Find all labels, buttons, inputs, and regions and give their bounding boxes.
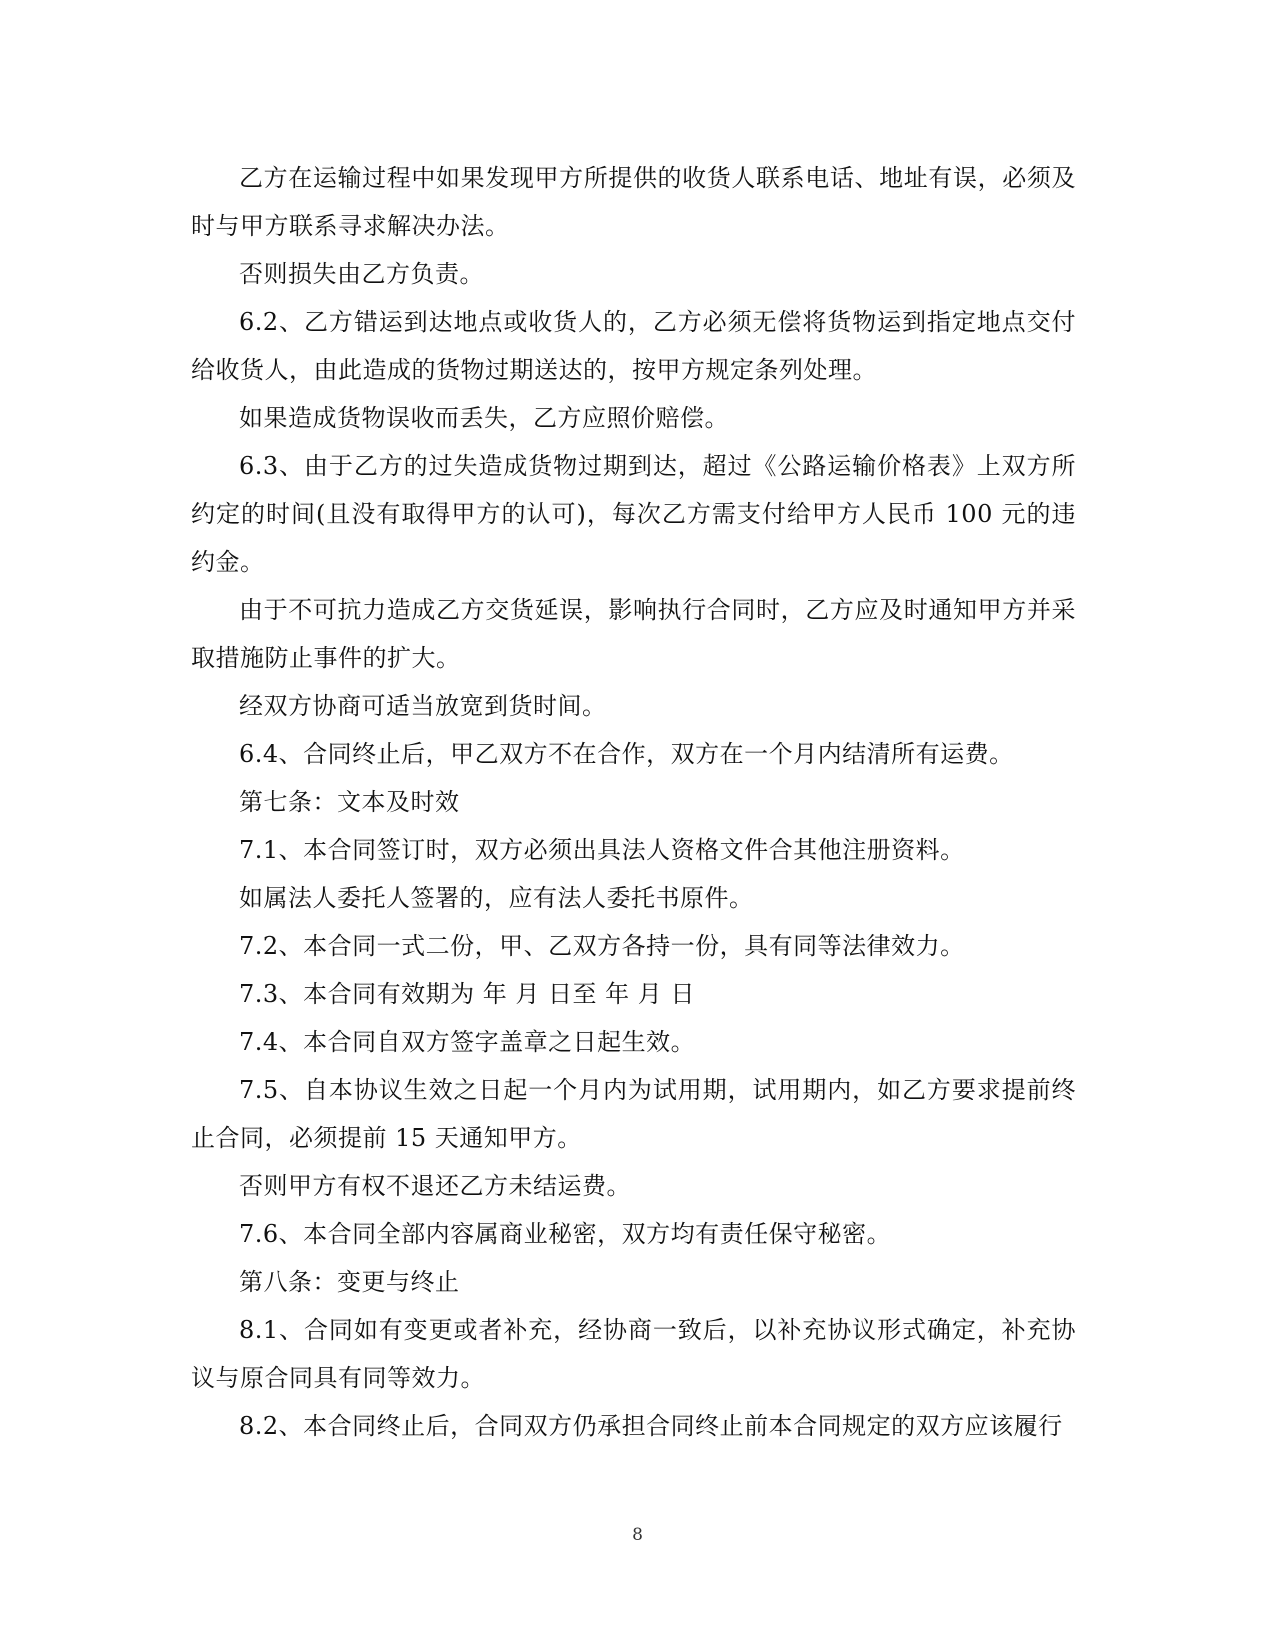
page-number: 8 (632, 1525, 643, 1545)
document-body (191, 154, 1076, 1450)
paragraph: 乙方在运输过程中如果发现甲方所提供的收货人联系电话、地址有误，必须及时与甲方联系寻求解决办法。 (191, 164, 1076, 240)
paragraph: 7.3、本合同有效期为 年 月 日至 年 月 日 (239, 980, 695, 1008)
paragraph: 如果造成货物误收而丢失，乙方应照价赔偿。 (239, 404, 729, 432)
paragraph: 7.5、自本协议生效之日起一个月内为试用期，试用期内，如乙方要求提前终止合同，必须提前 15 天通知甲方。 (191, 1076, 1076, 1152)
paragraph: 由于不可抗力造成乙方交货延误，影响执行合同时，乙方应及时通知甲方并采取措施防止事件的扩大。 (191, 596, 1076, 672)
paragraph: 8.2、本合同终止后，合同双方仍承担合同终止前本合同规定的双方应该履行 (239, 1412, 1063, 1440)
paragraph: 如属法人委托人签署的，应有法人委托书原件。 (239, 884, 754, 912)
paragraph: 6.4、合同终止后，甲乙双方不在合作，双方在一个月内结清所有运费。 (239, 740, 1014, 768)
paragraph: 7.1、本合同签订时，双方必须出具法人资格文件合其他注册资料。 (239, 836, 965, 864)
paragraph: 8.1、合同如有变更或者补充，经协商一致后，以补充协议形式确定，补充协议与原合同具有同等效力。 (191, 1316, 1076, 1392)
paragraph: 经双方协商可适当放宽到货时间。 (239, 692, 607, 720)
paragraph: 7.2、本合同一式二份，甲、乙双方各持一份，具有同等法律效力。 (239, 932, 965, 960)
paragraph: 7.6、本合同全部内容属商业秘密，双方均有责任保守秘密。 (239, 1220, 892, 1248)
paragraph: 6.2、乙方错运到达地点或收货人的，乙方必须无偿将货物运到指定地点交付给收货人，由此造成的货物过期送达的，按甲方规定条列处理。 (191, 308, 1076, 384)
section-heading: 第八条：变更与终止 (239, 1268, 460, 1296)
section-heading: 第七条：文本及时效 (239, 788, 460, 816)
paragraph: 6.3、由于乙方的过失造成货物过期到达，超过《公路运输价格表》上双方所约定的时间(且没有取得甲方的认可)，每次乙方需支付给甲方人民币 100 元的违约金。 (191, 452, 1076, 576)
paragraph: 否则损失由乙方负责。 (239, 260, 484, 288)
paragraph: 7.4、本合同自双方签字盖章之日起生效。 (239, 1028, 696, 1056)
paragraph: 否则甲方有权不退还乙方未结运费。 (239, 1172, 631, 1200)
